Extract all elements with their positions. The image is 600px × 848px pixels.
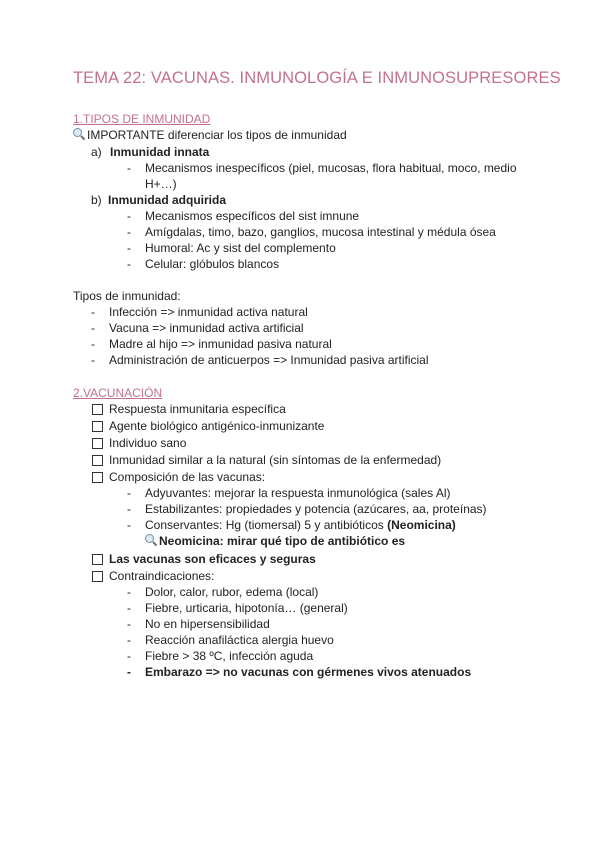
bullet-dash: - — [91, 353, 95, 367]
type-item: Administración de anticuerpos => Inmunidad pasiva artificial — [109, 353, 429, 367]
neomicina-note-text: Neomicina: mirar qué tipo de antibiótico es — [159, 534, 406, 548]
bullet-dash: - — [127, 209, 131, 223]
important-note — [73, 127, 347, 143]
composition-item: Adyuvantes: mejorar la respuesta inmunológica (sales Al) — [145, 486, 451, 500]
contra-item: Dolor, calor, rubor, edema (local) — [145, 585, 319, 599]
magnifier-icon — [73, 128, 86, 140]
composition-item: Estabilizantes: propiedades y potencia (azúcares, aa, proteínas) — [145, 502, 487, 516]
bullet-dash: - — [127, 225, 131, 239]
section-heading-tipos-inmunidad: 1.TIPOS DE INMUNIDAD — [73, 112, 211, 126]
check-item: Agente biológico antigénico-inmunizante — [109, 419, 325, 433]
bullet-dash: - — [127, 502, 131, 516]
check-item: Individuo sano — [109, 436, 187, 450]
acquired-item: Amígdalas, timo, bazo, ganglios, mucosa intestinal y médula ósea — [145, 225, 496, 239]
contra-item: Fiebre, urticaria, hipotonía… (general) — [145, 601, 348, 615]
types-intro: Tipos de inmunidad: — [73, 289, 181, 303]
type-item: Vacuna => inmunidad activa artificial — [109, 321, 304, 335]
bullet-dash: - — [91, 321, 95, 335]
check-item: Respuesta inmunitaria específica — [109, 402, 286, 416]
check-item-contraindications: Contraindicaciones: — [109, 569, 215, 583]
bullet-dash: - — [127, 665, 131, 679]
check-item-safe: Las vacunas son eficaces y seguras — [109, 552, 316, 566]
bullet-dash: - — [91, 305, 95, 319]
checkbox-icon[interactable] — [92, 455, 103, 466]
bullet-dash: - — [127, 649, 131, 663]
list-marker-a: a) — [91, 145, 102, 159]
acquired-immunity-label: Inmunidad adquirida — [108, 193, 227, 207]
checkbox-icon[interactable] — [92, 554, 103, 565]
checkbox-icon[interactable] — [92, 438, 103, 449]
composition-item-conservantes — [145, 517, 456, 533]
page-title: TEMA 22: VACUNAS. INMUNOLOGÍA E INMUNOSUPRESORES — [73, 69, 561, 87]
conservantes-text: Conservantes: Hg (tiomersal) 5 y antibióticos — [145, 518, 388, 532]
acquired-item: Celular: glóbulos blancos — [145, 257, 280, 271]
bullet-dash: - — [91, 337, 95, 351]
bullet-dash: - — [127, 257, 131, 271]
innate-item-line1: Mecanismos inespecíficos (piel, mucosas, flora habitual, moco, medio — [145, 161, 517, 175]
check-item: Inmunidad similar a la natural (sin síntomas de la enfermedad) — [109, 453, 442, 467]
checkbox-icon[interactable] — [92, 404, 103, 415]
type-item: Infección => inmunidad activa natural — [109, 305, 308, 319]
innate-immunity-label: Inmunidad innata — [110, 145, 210, 159]
bullet-dash: - — [127, 617, 131, 631]
bullet-dash: - — [127, 241, 131, 255]
important-note-text: IMPORTANTE diferenciar los tipos de inmunidad — [87, 128, 347, 142]
check-item: Composición de las vacunas: — [109, 470, 266, 484]
acquired-item: Humoral: Ac y sist del complemento — [145, 241, 336, 255]
checkbox-icon[interactable] — [92, 472, 103, 483]
bullet-dash: - — [127, 518, 131, 532]
checkbox-icon[interactable] — [92, 421, 103, 432]
innate-item-line2: H+…) — [145, 177, 177, 191]
contra-item: No en hipersensibilidad — [145, 617, 270, 631]
bullet-dash: - — [127, 601, 131, 615]
acquired-item: Mecanismos específicos del sist imnune — [145, 209, 360, 223]
contra-item: Fiebre > 38 ºC, infección aguda — [145, 649, 314, 663]
checkbox-icon[interactable] — [92, 571, 103, 582]
bullet-dash: - — [127, 161, 131, 175]
section-heading-vacunacion: 2.VACUNACIÓN — [73, 386, 163, 400]
type-item: Madre al hijo => inmunidad pasiva natural — [109, 337, 332, 351]
bullet-dash: - — [127, 486, 131, 500]
conservantes-bold: (Neomicina) — [387, 518, 456, 532]
magnifier-icon — [145, 534, 158, 546]
bullet-dash: - — [127, 633, 131, 647]
bullet-dash: - — [127, 585, 131, 599]
list-marker-b: b) — [91, 193, 102, 207]
neomicina-note — [145, 533, 405, 549]
contra-item-bold: Embarazo => no vacunas con gérmenes vivos atenuados — [145, 665, 472, 679]
contra-item: Reacción anafiláctica alergia huevo — [145, 633, 334, 647]
